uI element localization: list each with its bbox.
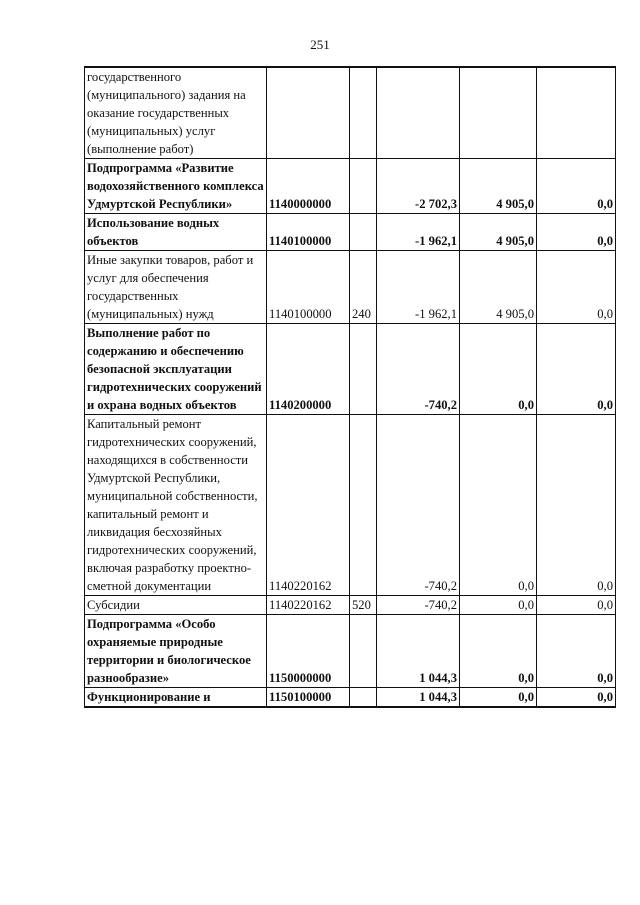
table-row [85,214,616,251]
row-name: Выполнение работ по содержанию и обеспечению безопасной эксплуатации гидротехнических сооружений и охрана водных объектов [85,324,267,415]
row-code: 1140100000 [267,251,350,324]
row-name: Подпрограмма «Особо охраняемые природные территории и биологическое разнообразие» [85,615,267,688]
row-value-1: -740,2 [377,415,460,596]
row-value-1: -740,2 [377,324,460,415]
row-code: 1150000000 [267,615,350,688]
row-value-1: 1 044,3 [377,688,460,708]
row-value-1: -1 962,1 [377,214,460,251]
row-expense-type [350,214,377,251]
row-code: 1140100000 [267,214,350,251]
table-row [85,615,616,688]
row-value-3: 0,0 [537,596,616,615]
table-row [85,251,616,324]
table-row [85,159,616,214]
row-value-1: -1 962,1 [377,251,460,324]
row-name: государственного (муниципального) задания на оказание государственных (муниципальных) услуг (выполнение работ) [85,67,267,159]
row-value-2: 4 905,0 [460,159,537,214]
budget-table [84,66,616,708]
row-code: 1140220162 [267,596,350,615]
row-value-3: 0,0 [537,324,616,415]
row-value-1: -2 702,3 [377,159,460,214]
row-expense-type [350,324,377,415]
row-name: Иные закупки товаров, работ и услуг для обеспечения государственных (муниципальных) нужд [85,251,267,324]
row-value-3: 0,0 [537,415,616,596]
row-expense-type [350,688,377,708]
table-row [85,324,616,415]
row-value-2: 0,0 [460,688,537,708]
row-code: 1140000000 [267,159,350,214]
row-value-2 [460,67,537,159]
row-code: 1140200000 [267,324,350,415]
row-value-3: 0,0 [537,615,616,688]
row-expense-type: 240 [350,251,377,324]
row-value-1: -740,2 [377,596,460,615]
row-expense-type [350,67,377,159]
row-code: 1150100000 [267,688,350,708]
page-number: 251 [310,37,330,52]
row-expense-type [350,615,377,688]
row-value-2: 0,0 [460,596,537,615]
row-value-2: 0,0 [460,324,537,415]
row-name: Использование водных объектов [85,214,267,251]
row-expense-type [350,159,377,214]
row-code [267,67,350,159]
table-row [85,596,616,615]
row-value-3: 0,0 [537,214,616,251]
row-value-1 [377,67,460,159]
row-value-3 [537,67,616,159]
row-expense-type [350,415,377,596]
row-name: Функционирование и [85,688,267,708]
row-name: Субсидии [85,596,267,615]
table-row [85,67,616,159]
row-code: 1140220162 [267,415,350,596]
row-value-2: 0,0 [460,615,537,688]
row-value-2: 4 905,0 [460,251,537,324]
row-value-2: 4 905,0 [460,214,537,251]
row-value-3: 0,0 [537,688,616,708]
row-value-1: 1 044,3 [377,615,460,688]
table-row [85,415,616,596]
row-value-2: 0,0 [460,415,537,596]
row-expense-type: 520 [350,596,377,615]
row-value-3: 0,0 [537,159,616,214]
table-row [85,688,616,708]
row-value-3: 0,0 [537,251,616,324]
row-name: Подпрограмма «Развитие водохозяйственного комплекса Удмуртской Республики» [85,159,267,214]
row-name: Капитальный ремонт гидротехнических сооружений, находящихся в собственности Удмуртской Республики, муниципальной собственности, капитальный ремонт и ликвидация бесхозяйных гидротехнических сооружений, включая разработку проектно-сметной документации [85,415,267,596]
